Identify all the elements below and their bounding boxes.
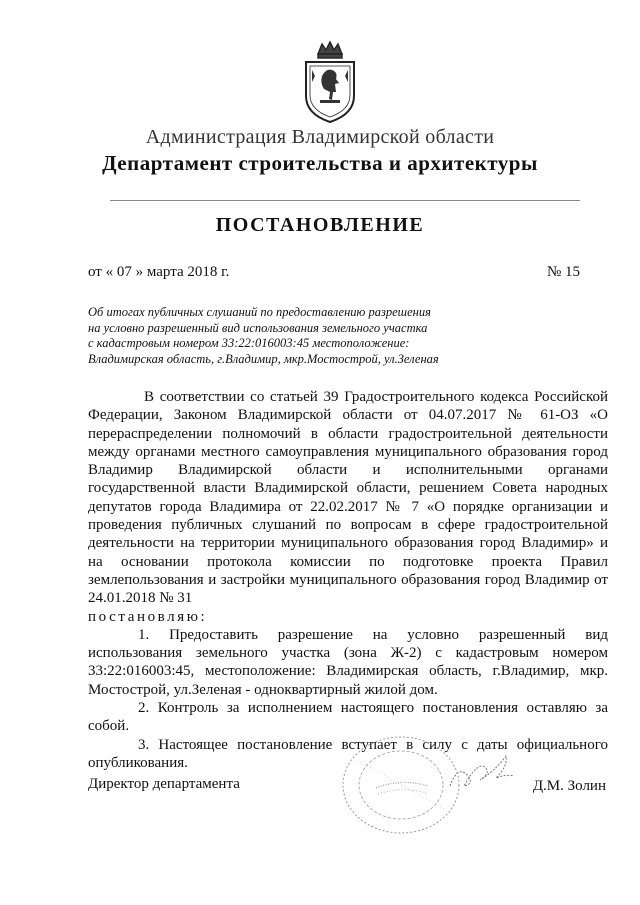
organization-name: Администрация Владимирской области [145, 126, 495, 148]
body-item: 2. Контроль за исполнением настоящего постановления оставляю за собой. [88, 700, 608, 735]
coat-of-arms-emblem [300, 40, 360, 124]
document-body [88, 388, 608, 772]
signatory-name: Д.М. Золин [532, 778, 606, 794]
document-subject [88, 305, 468, 367]
subject-line: на условно разрешенный вид использования земельного участка [88, 320, 428, 335]
subject-line: с кадастровым номером 33:22:016003:45 местоположение: [88, 336, 410, 350]
subject-line: Владимирская область, г.Владимир, мкр.Мостострой, ул.Зеленая [88, 351, 439, 366]
handwritten-signature [440, 748, 530, 798]
header-divider [110, 200, 580, 201]
decree-word: постановляю: [88, 608, 208, 625]
document-date: от « 07 » марта 2018 г. [88, 264, 230, 280]
department-name: Департамент строительства и архитектуры [102, 151, 538, 175]
body-item: 1. Предоставить разрешение на условно разрешенный вид использования земельного участка (зона Ж-2) с кадастровым номером 33:22:016003:45, местоположение: Владимирская область, г.Владимир, мкр. Мостострой, ул.Зеленая - одноквартирный жилой дом. [88, 626, 608, 698]
body-intro-paragraph: В соответствии со статьей 39 Градостроительного кодекса Российской Федерации, Законом Владимирской области от 04.07.2017 № 61-ОЗ «О перераспределении полномочий в области градостроительной деятельности между органами местного самоуправления муниципального образования город Владимир Владимирской области и исполнительными органами государственной власти Владимирской области, решением Совета народных депутатов города Владимира от 22.02.2017 № 7 «О порядке организации и проведения публичных слушаний по вопросам в сфере градостроительной деятельности на территории муниципального образования город Владимир» и на основании протокола комиссии по подготовке проекта Правил землепользования и застройки муниципального образования город Владимир от 24.01.2018 № 31 [88, 389, 608, 607]
document-number: № 15 [546, 264, 580, 280]
signatory-role: Директор департамента [88, 776, 240, 792]
body-item: 3. Настоящее постановление вступает в силу с даты официального опубликования. [88, 736, 608, 771]
document-title: ПОСТАНОВЛЕНИЕ [215, 214, 425, 236]
subject-line: Об итогах публичных слушаний по предоставлению разрешения [88, 305, 431, 319]
